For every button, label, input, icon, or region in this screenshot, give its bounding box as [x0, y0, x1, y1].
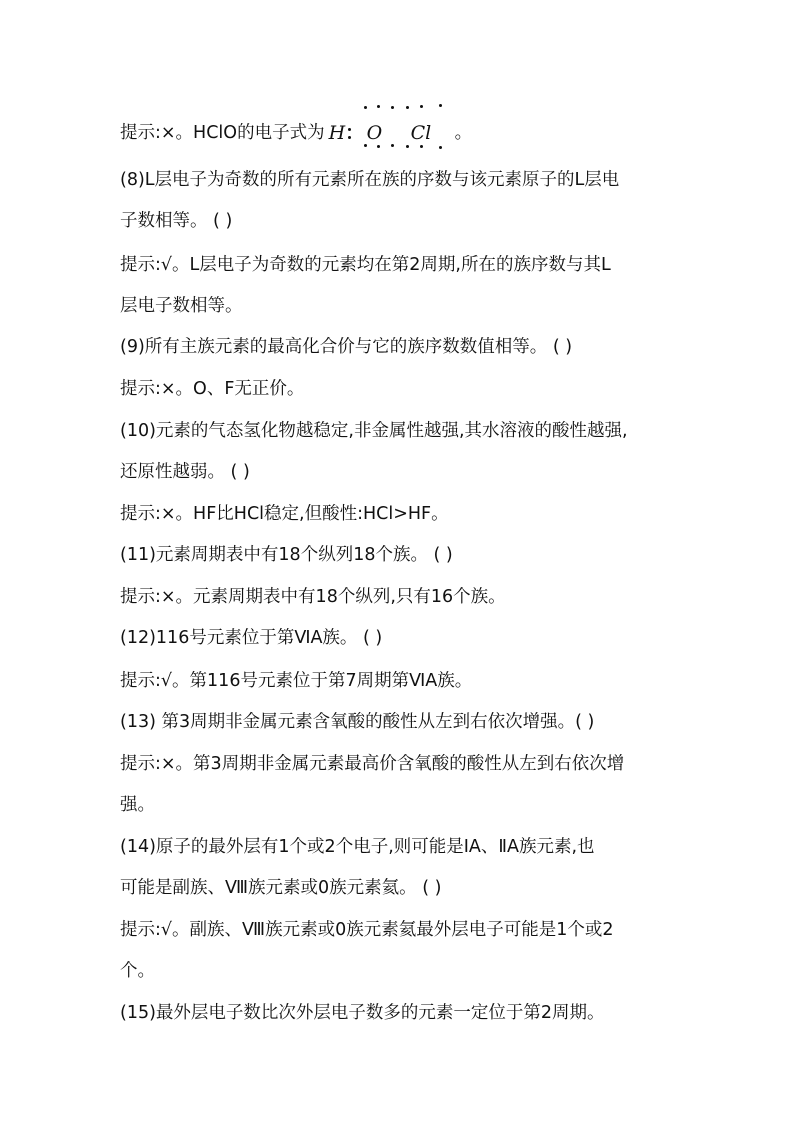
hint-line-7 — [120, 116, 680, 150]
question-15: (15)最外层电子数比次外层电子数多的元素一定位于第2周期。 — [120, 1003, 605, 1023]
atom-h: H — [328, 122, 346, 144]
electron-dot — [364, 106, 367, 109]
electron-dot — [364, 144, 367, 147]
electron-dot — [420, 145, 423, 148]
question-14-cont: 可能是副族、Ⅷ族元素或0族元素氦。 ( ) — [120, 878, 442, 898]
electron-formula-hclo — [327, 116, 451, 150]
electron-dot — [391, 144, 394, 147]
hint-8-cont: 层电子数相等。 — [120, 296, 243, 316]
hint-10: 提示:×。HF比HCl稳定,但酸性:HCl>HF。 — [120, 504, 449, 524]
question-10-cont: 还原性越弱。 ( ) — [120, 462, 250, 482]
electron-dot — [348, 136, 351, 139]
hint-14-cont: 个。 — [120, 961, 155, 981]
question-8: (8)L层电子为奇数的所有元素所在族的序数与该元素原子的L层电 — [120, 170, 620, 190]
question-8-cont: 子数相等。 ( ) — [120, 211, 233, 231]
hint-suffix: 。 — [454, 123, 473, 143]
question-12: (12)116号元素位于第ⅥA族。 ( ) — [120, 628, 383, 648]
hint-14: 提示:√。副族、Ⅷ族元素或0族元素氦最外层电子可能是1个或2 — [120, 920, 614, 940]
hint-13: 提示:×。第3周期非金属元素最高价含氧酸的酸性从左到右依次增 — [120, 754, 625, 774]
atom-o: O — [366, 122, 383, 144]
question-13: (13) 第3周期非金属元素含氧酸的酸性从左到右依次增强。( ) — [120, 712, 595, 732]
hint-13-cont: 强。 — [120, 795, 155, 815]
hint-9: 提示:×。O、F无正价。 — [120, 379, 305, 399]
question-10: (10)元素的气态氢化物越稳定,非金属性越强,其水溶液的酸性越强, — [120, 421, 628, 441]
electron-dot — [377, 105, 380, 108]
electron-dot — [406, 145, 409, 148]
electron-dot — [439, 104, 442, 107]
question-14: (14)原子的最外层有1个或2个电子,则可能是ⅠA、ⅡA族元素,也 — [120, 837, 595, 857]
question-11: (11)元素周期表中有18个纵列18个族。 ( ) — [120, 545, 453, 565]
hint-8: 提示:√。L层电子为奇数的元素均在第2周期,所在的族序数与其L — [120, 255, 611, 275]
electron-dot — [391, 106, 394, 109]
hint-11: 提示:×。元素周期表中有18个纵列,只有16个族。 — [120, 587, 506, 607]
electron-dot — [377, 145, 380, 148]
question-9: (9)所有主族元素的最高化合价与它的族序数数值相等。 ( ) — [120, 337, 573, 357]
hint-prefix: 提示:×。HClO的电子式为 — [120, 123, 325, 143]
electron-dot — [348, 128, 351, 131]
electron-dot — [439, 146, 442, 149]
hint-12: 提示:√。第116号元素位于第7周期第ⅥA族。 — [120, 671, 473, 691]
electron-dot — [406, 106, 409, 109]
electron-dot — [420, 105, 423, 108]
atom-cl: Cl — [410, 122, 432, 144]
